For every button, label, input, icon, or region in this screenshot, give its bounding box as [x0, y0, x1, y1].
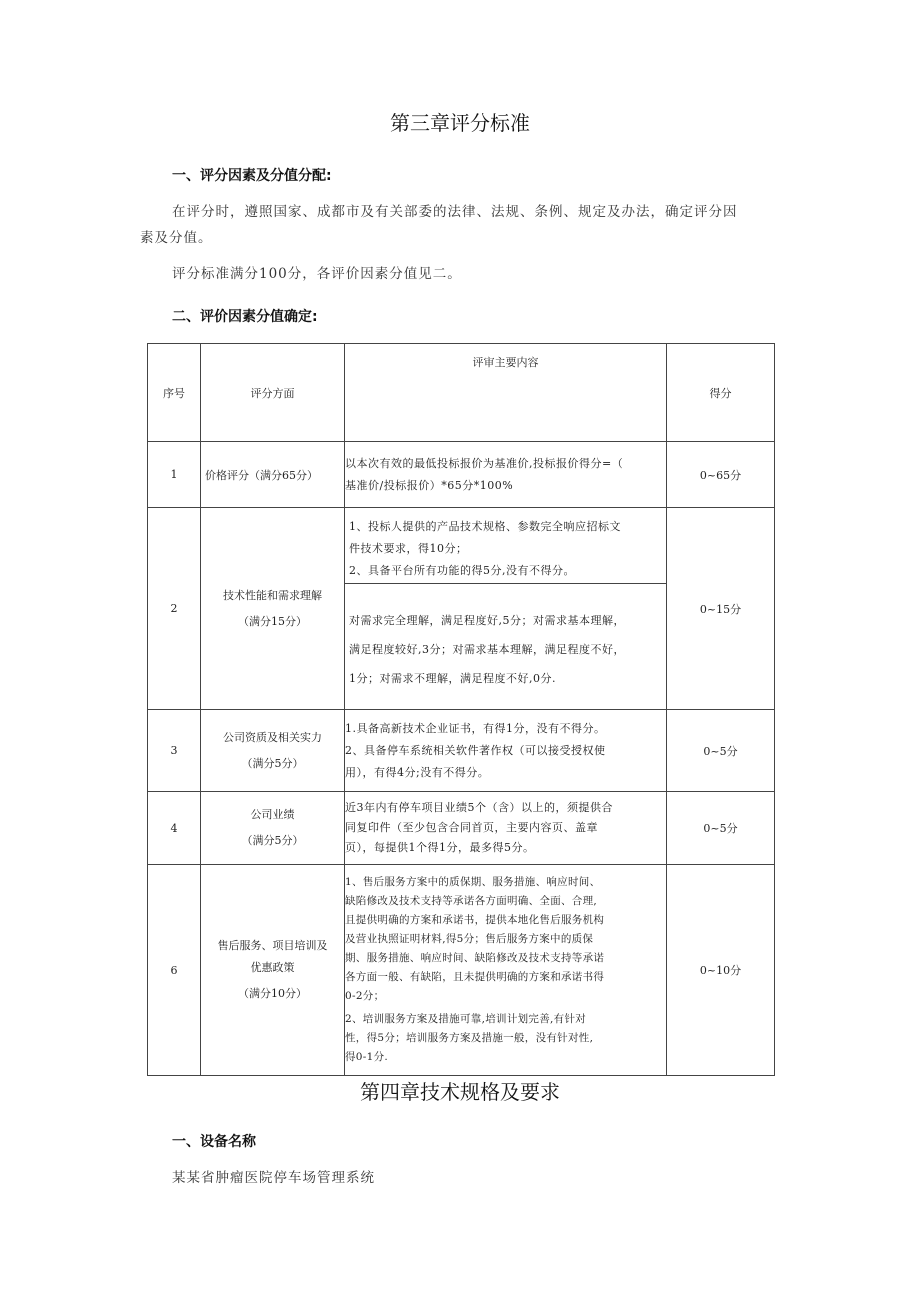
row2-content: [345, 508, 667, 710]
row5-content: [345, 865, 667, 1076]
row5-index: 6: [148, 865, 201, 1076]
row5-content-line: 缺陷修改及技术支持等承诺各方面明确、全面、合理,: [345, 895, 598, 907]
table-header-row: [148, 344, 775, 442]
chapter3-title: 第三章评分标准: [390, 111, 530, 135]
section2-heading: 二、评价因素分值确定:: [172, 309, 318, 325]
row1-content-line: 基准价/投标报价）*65分*100%: [345, 478, 514, 492]
row2-content-b-line: 1分；对需求不理解，满足程度不好,0分.: [349, 672, 556, 685]
header-score: 得分: [667, 344, 775, 442]
row3-score: 0~5分: [667, 710, 775, 792]
equipment-name: 某某省肿瘤医院停车场管理系统: [172, 1170, 375, 1186]
header-index: 序号: [148, 344, 201, 442]
row2-content-b-line: 满足程度较好,3分；对需求基本理解，满足程度不好，: [349, 643, 625, 656]
row2-content-a: [345, 508, 666, 583]
row1-index: 1: [148, 442, 201, 508]
row4-content-line: 近3年内有停车项目业绩5个（含）以上的，须提供合: [345, 801, 613, 814]
table-row: [148, 865, 775, 1076]
chapter4-section1-heading: 一、设备名称: [172, 1134, 256, 1150]
table-row: [148, 508, 775, 710]
row2-content-b-line: 对需求完全理解，满足程度好,5分；对需求基本理解，: [349, 614, 625, 627]
scoring-table: [147, 343, 775, 1076]
row3-content: [345, 710, 667, 792]
row2-content-b: [345, 583, 666, 709]
row5-aspect-line: 售后服务、项目培训及: [217, 939, 328, 952]
row4-score: 0~5分: [667, 792, 775, 865]
row4-content-line: 同复印件（至少包含合同首页，主要内容页、盖章: [345, 821, 598, 834]
row2-aspect: [201, 508, 345, 710]
row1-content: [345, 442, 667, 508]
row4-content-line: 页），每提供1个得1分，最多得5分。: [345, 841, 535, 854]
row3-content-line: 2、具备停车系统相关软件著作权（可以接受授权使: [345, 743, 606, 757]
row5-content-line: 得0-1分.: [345, 1051, 389, 1063]
row3-aspect-line: 公司资质及相关实力: [223, 730, 322, 744]
table-row: [148, 710, 775, 792]
row3-content-line: 用），有得4分;没有不得分。: [345, 765, 490, 779]
row2-aspect-line: （满分15分）: [238, 614, 307, 628]
row5-score: 0~10分: [667, 865, 775, 1076]
row5-content-line: 及营业执照证明材料,得5分；售后服务方案中的质保: [345, 933, 594, 945]
row4-content: [345, 792, 667, 865]
row5-content-line: 期、服务措施、响应时间、缺陷修改及技术支持等承诺: [345, 952, 605, 964]
row1-content-line: 以本次有效的最低投标报价为基准价,投标报价得分=（: [345, 456, 624, 470]
row5-content-line: 0-2分；: [345, 990, 385, 1002]
row5-content-line: 1、售后服务方案中的质保期、服务措施、响应时间、: [345, 876, 601, 888]
header-aspect: 评分方面: [201, 344, 345, 442]
row3-index: 3: [148, 710, 201, 792]
row2-content-a-line: 1、投标人提供的产品技术规格、参数完全响应招标文: [349, 520, 621, 533]
row3-aspect-line: （满分5分）: [241, 756, 304, 770]
row3-aspect: [201, 710, 345, 792]
row3-content-line: 1.具备高新技术企业证书，有得1分，没有不得分。: [345, 721, 606, 735]
section1-para2: 评分标准满分100分，各评价因素分值见二。: [172, 266, 462, 282]
row5-aspect: [201, 865, 345, 1076]
row2-score: 0~15分: [667, 508, 775, 710]
section1-para1-line1: 在评分时，遵照国家、成都市及有关部委的法律、法规、条例、规定及办法，确定评分因: [172, 204, 738, 220]
row5-content-line: 各方面一般、有缺陷，且未提供明确的方案和承诺书得: [345, 971, 605, 983]
row2-content-a-line: 件技术要求，得10分；: [349, 542, 468, 555]
row4-aspect-line: （满分5分）: [241, 834, 304, 847]
section1-para1-line2: 素及分值。: [140, 230, 213, 246]
row4-aspect-line: 公司业绩: [250, 808, 295, 821]
row1-score: 0~65分: [667, 442, 775, 508]
row5-aspect-line: （满分10分）: [238, 987, 307, 1000]
row5-aspect-line: 优惠政策: [250, 961, 295, 974]
row2-content-a-line: 2、具备平台所有功能的得5分,没有不得分。: [349, 564, 575, 577]
row4-aspect: [201, 792, 345, 865]
row2-aspect-line: 技术性能和需求理解: [223, 588, 322, 602]
row2-index: 2: [148, 508, 201, 710]
chapter4-title: 第四章技术规格及要求: [360, 1080, 560, 1104]
header-content: 评审主要内容: [345, 344, 667, 442]
table-row: [148, 442, 775, 508]
table-row: [148, 792, 775, 865]
row5-content-line: 且提供明确的方案和承诺书，提供本地化售后服务机构: [345, 914, 605, 926]
row5-content-line: 性，得5分；培训服务方案及措施一般，没有针对性,: [345, 1032, 594, 1044]
row1-aspect: 价格评分（满分65分）: [201, 442, 345, 508]
row5-content-line: 2、培训服务方案及措施可靠,培训计划完善,有针对: [345, 1013, 587, 1025]
section1-heading: 一、评分因素及分值分配:: [172, 168, 332, 184]
row4-index: 4: [148, 792, 201, 865]
